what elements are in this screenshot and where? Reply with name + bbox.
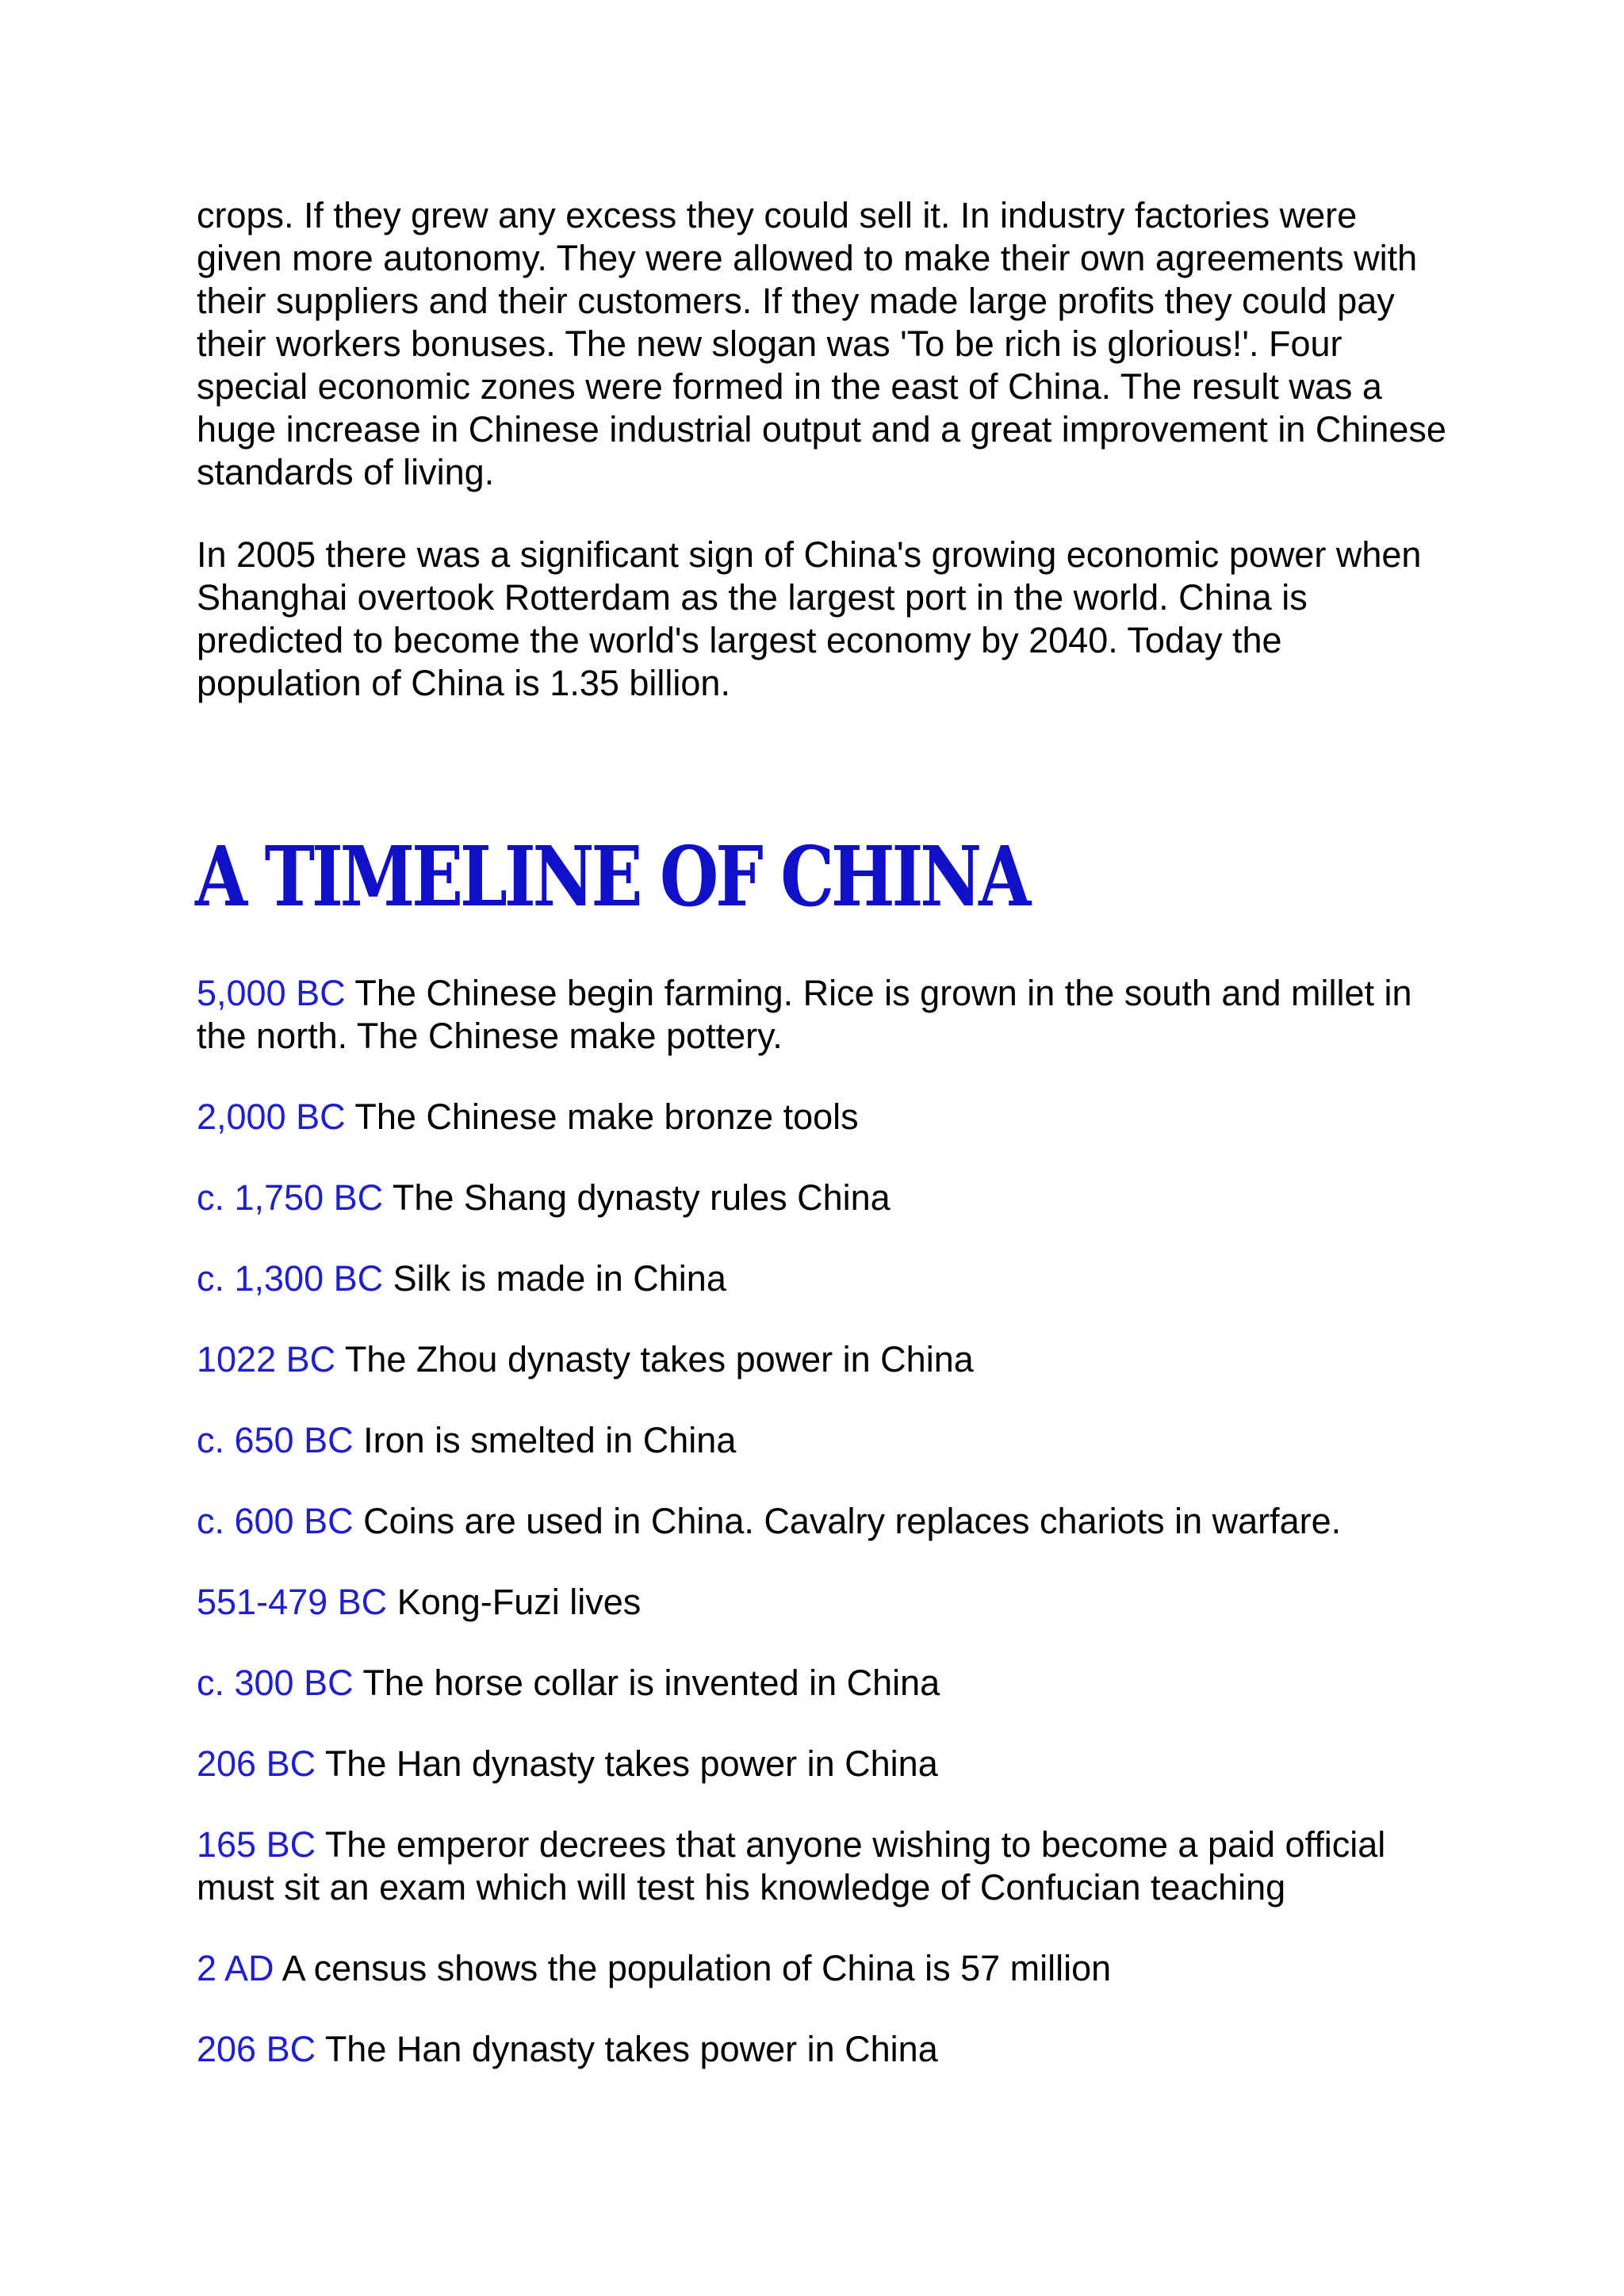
timeline-entry: [197, 1338, 1450, 1381]
timeline-entry: [197, 1662, 1450, 1705]
timeline-heading: A TIMELINE OF CHINA: [195, 828, 1028, 925]
timeline-date: 2 AD: [197, 1948, 274, 1988]
intro-paragraph-2: In 2005 there was a significant sign of China's growing economic power when Shanghai overtook Rotterdam as the largest port in the world. China is predicted to become the world's largest economy by 2040. Today the population of China is 1.35 billion.: [197, 534, 1422, 703]
timeline-entry: [197, 1257, 1450, 1300]
intro-section: [197, 194, 1450, 705]
timeline-text: Silk is made in China: [393, 1258, 726, 1299]
timeline-text: The horse collar is invented in China: [362, 1663, 940, 1703]
intro-paragraph-1: crops. If they grew any excess they could sell it. In industry factories were given more autonomy. They were allowed to make their own agreements with their suppliers and their customers. If they made large profits they could pay their workers bonuses. The new slogan was 'To be rich is glorious!'. Four special economic zones were formed in the east of China. The result was a huge increase in Chinese industrial output and a great improvement in Chinese standards of living.: [197, 195, 1446, 492]
timeline-text: The emperor decrees that anyone wishing to become a paid official must sit an exam which will test his knowledge of Confucian teaching: [197, 1824, 1386, 1908]
timeline-date: 206 BC: [197, 1743, 316, 1784]
timeline-date: c. 1,750 BC: [197, 1177, 384, 1218]
timeline-date: 1022 BC: [197, 1339, 336, 1380]
timeline-entry: [197, 1500, 1450, 1543]
timeline-date: c. 600 BC: [197, 1501, 354, 1541]
timeline-text: The Han dynasty takes power in China: [324, 1743, 938, 1784]
timeline-date: c. 1,300 BC: [197, 1258, 384, 1299]
timeline-entry: [197, 1823, 1450, 1909]
timeline-date: 551-479 BC: [197, 1582, 388, 1622]
timeline-entry: [197, 1096, 1450, 1138]
timeline-entry: [197, 972, 1450, 1058]
timeline-date: c. 300 BC: [197, 1663, 354, 1703]
timeline-entry: [197, 1743, 1450, 1785]
timeline-entry: [197, 1947, 1450, 1990]
timeline-entry: [197, 1581, 1450, 1624]
timeline-entry: [197, 1177, 1450, 1219]
timeline-date: 2,000 BC: [197, 1096, 346, 1137]
timeline-text: Iron is smelted in China: [363, 1420, 737, 1460]
timeline-date: 206 BC: [197, 2029, 316, 2069]
timeline-text: The Chinese begin farming. Rice is grown in the south and millet in the north. The Chinese make pottery.: [197, 973, 1412, 1056]
timeline-text: The Shang dynasty rules China: [392, 1177, 891, 1218]
timeline-text: The Zhou dynasty takes power in China: [344, 1339, 974, 1380]
timeline-text: The Chinese make bronze tools: [354, 1096, 859, 1137]
timeline-text: Kong-Fuzi lives: [396, 1582, 642, 1622]
timeline-text: A census shows the population of China is 57 million: [282, 1948, 1112, 1988]
timeline-date: 165 BC: [197, 1824, 316, 1865]
timeline-entry: [197, 1419, 1450, 1462]
timeline-date: c. 650 BC: [197, 1420, 354, 1460]
timeline-list: [197, 972, 1450, 2109]
timeline-text: Coins are used in China. Cavalry replaces chariots in warfare.: [363, 1501, 1342, 1541]
timeline-entry: [197, 2028, 1450, 2071]
timeline-text: The Han dynasty takes power in China: [324, 2029, 938, 2069]
timeline-date: 5,000 BC: [197, 973, 346, 1013]
